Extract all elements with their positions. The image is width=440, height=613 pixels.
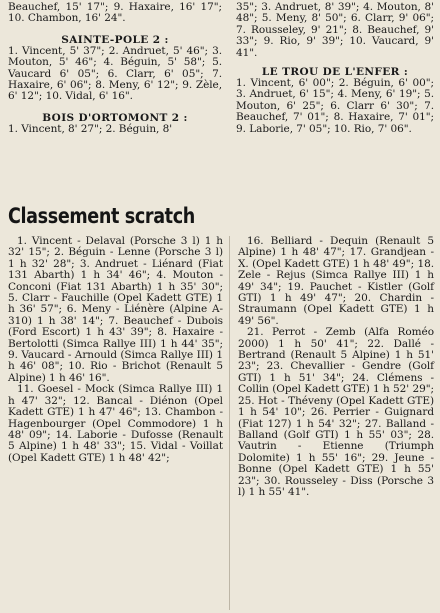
- scratch-paragraph: 11. Goesel - Mock (Simca Rallye III) 1 h 47' 32"; 12. Bancal - Diénon (Opel Kadett GTE) 1 h 47' 46"; 13. Chambon - Hagenbourger (Opel Commodore) 1 h 48' 09"; 14. Laborie - Dufosse (Renault 5 Alpine) 1 h 48' 33"; 15. Vidal - Voillat (Opel Kadett GTE) 1 h 48' 42";: [8, 383, 223, 464]
- stage-results-trou-enfer: 1. Vincent, 6' 00"; 2. Béguin, 6' 00"; 3. Andruet, 6' 15"; 4. Meny, 6' 19"; 5. Mouton, 6' 25"; 6. Clarr 6' 30"; 7. Beauchef, 7' 01"; 8. Haxaire, 7' 01"; 9. Laborie, 7' 05"; 10. Rio, 7' 06".: [236, 77, 434, 135]
- scratch-left-column: [8, 236, 223, 464]
- stage-heading-bois-ortomont: BOIS D'ORTOMONT 2 :: [42, 111, 188, 124]
- stage-results-continued: Beauchef, 15' 17"; 9. Haxaire, 16' 17"; 10. Chambon, 16' 24".: [8, 1, 222, 25]
- stage-heading-trou-enfer: LE TROU DE L'ENFER :: [261, 66, 409, 79]
- stage-results-bois-ortomont: 1. Vincent, 8' 27"; 2. Béguin, 8': [8, 122, 173, 135]
- scratch-paragraph: 1. Vincent - Delaval (Porsche 3 l) 1 h 32' 15"; 2. Béguin - Lenne (Porsche 3 l) 1 h 32' 28"; 3. Andruet - Liénard (Fiat 131 Abarth) 1 h 34' 46"; 4. Mouton - Conconi (Fiat 131 Abarth) 1 h 35' 30"; 5. Clarr - Fauchille (Opel Kadett GTE) 1 h 36' 57"; 6. Meny - Liénère (Alpine A-310) 1 h 38' 14"; 7. Beauchef - Dubois (Ford Escort) 1 h 43' 39"; 8. Haxaire - Bertolotti (Simca Rallye III) 1 h 44' 35"; 9. Vaucard - Arnould (Simca Rallye III) 1 h 46' 08"; 10. Rio - Brichot (Renault 5 Alpine) 1 h 46' 16".: [8, 235, 223, 384]
- section-heading: Classement scratch: [8, 204, 195, 228]
- top-left-column: [8, 2, 222, 135]
- scratch-right-column: [238, 236, 434, 498]
- column-divider: [229, 236, 230, 610]
- top-right-column: [236, 2, 434, 135]
- scratch-paragraph: 16. Belliard - Dequin (Renault 5 Alpine) 1 h 48' 47"; 17. Grandjean - X. (Opel Kadett GTE) 1 h 48' 49"; 18. Zele - Rejus (Simca Rallye III) 1 h 49' 34"; 19. Pauchet - Kistler (Golf GTI) 1 h 49' 47"; 20. Chardin - Straumann (Opel Kadett GTE) 1 h 49' 56".: [238, 235, 434, 327]
- stage-heading-sainte-pole: SAINTE-POLE 2 :: [61, 33, 169, 46]
- stage-results-sainte-pole: 1. Vincent, 5' 37"; 2. Andruet, 5' 46"; 3. Mouton, 5' 46"; 4. Béguin, 5' 58"; 5. Vaucard 6' 05"; 6. Clarr, 6' 05"; 7. Haxaire, 6' 06"; 8. Meny, 6' 12"; 9. Zèle, 6' 12"; 10. Vidal, 6' 16".: [8, 44, 222, 103]
- scratch-paragraph: 21. Perrot - Zemb (Alfa Roméo 2000) 1 h 50' 41"; 22. Dallé - Bertrand (Renault 5 Alpine) 1 h 51' 23"; 23. Chevallier - Gendre (Golf GTI) 1 h 51' 34"; 24. Clémens - Collin (Opel Kadett GTE) 1 h 52' 29"; 25. Hot - Théveny (Opel Kadett GTE) 1 h 54' 10"; 26. Perrier - Guignard (Fiat 127) 1 h 54' 32"; 27. Balland - Balland (Golf GTI) 1 h 55' 03"; 28. Vautrin - Etienne (Triumph Dolomite) 1 h 55' 16"; 29. Jeune - Bonne (Opel Kadett GTE) 1 h 55' 23"; 30. Rousseley - Diss (Porsche 3 l) 1 h 55' 41".: [238, 326, 434, 498]
- stage-results-bois-ortomont-continued: 35"; 3. Andruet, 8' 39"; 4. Mouton, 8' 48"; 5. Meny, 8' 50"; 6. Clarr, 9' 06"; 7. Rousseley, 9' 21"; 8. Beauchef, 9' 33"; 9. Rio, 9' 39"; 10. Vaucard, 9' 41".: [236, 1, 434, 59]
